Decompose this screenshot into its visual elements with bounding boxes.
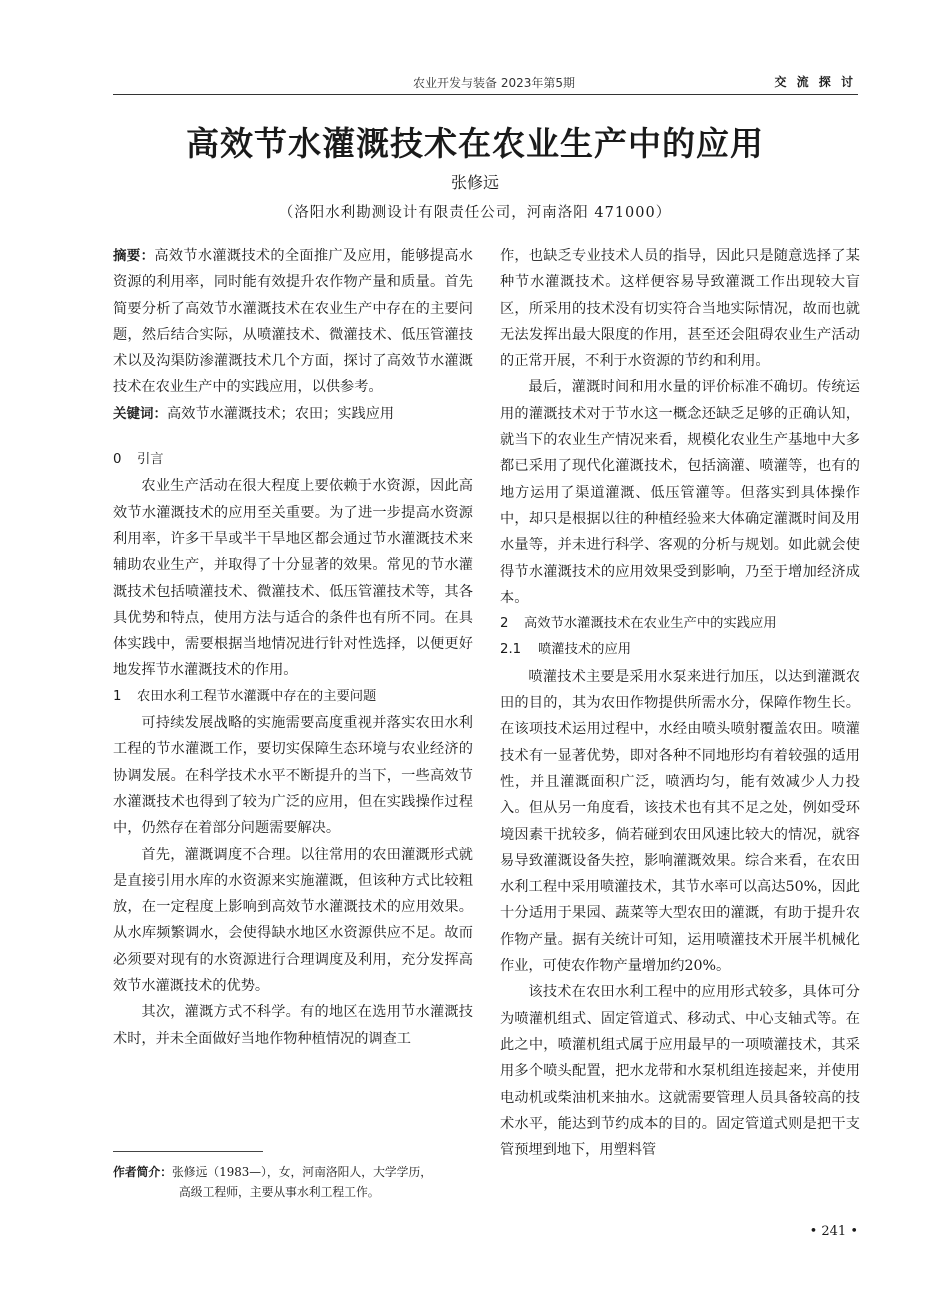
abstract-label: 摘要：: [113, 248, 155, 264]
running-header: [113, 72, 858, 95]
author-affiliation: （洛阳水利勘测设计有限责任公司，河南洛阳 471000）: [278, 205, 672, 221]
footnote-line1: 张修远（1983—），女，河南洛阳人，大学学历，: [172, 1165, 433, 1179]
section-label: 交 流 探 讨: [774, 75, 856, 89]
section-heading-0: 0 引言: [113, 452, 164, 468]
paragraph: 该技术在农田水利工程中的应用形式较多，具体可分为喷灌机组式、固定管道式、移动式、中心支轴式等。在此之中，喷灌机组式属于应用最早的一项喷灌技术，其采用多个喷头配置，把水龙带和水泵机组连接起来，并使用电动机或柴油机来抽水。这就需要管理人员具备较高的技术水平，能达到节约成本的目的。固定管道式则是把干支管预埋到地下，用塑料管: [500, 984, 860, 1159]
journal-info: 农业开发与装备 2023年第5期: [413, 76, 575, 90]
paragraph: 其次，灌溉方式不科学。有的地区在选用节水灌溉技术时，并未全面做好当地作物种植情况的调查工: [113, 1004, 473, 1047]
keywords: [113, 401, 473, 427]
footnote-label: 作者简介：: [113, 1165, 172, 1179]
paragraph: 喷灌技术主要是采用水泵来进行加压，以达到灌溉农田的目的，其为农田作物提供所需水分，保障作物生长。在该项技术运用过程中，水经由喷头喷射覆盖农田。喷灌技术有一显著优势，即对各种不同地形均有着较强的适用性，并且灌溉面积广泛，喷洒均匀，能有效减少人力投入。但从另一角度看，该技术也有其不足之处，例如受环境因素干扰较多，倘若碰到农田风速比较大的情况，就容易导致灌溉设备失控，影响灌溉效果。综合来看，在农田水利工程中采用喷灌技术，其节水率可以高达50%，因此十分适用于果园、蔬菜等大型农田的灌溉，有助于提升农作物产量。据有关统计可知，运用喷灌技术开展半机械化作业，可使农作物产量增加约20%。: [500, 668, 860, 975]
footnote-divider: [113, 1151, 263, 1152]
page-number: • 241 •: [809, 1224, 858, 1239]
abstract-text: 高效节水灌溉技术的全面推广及应用，能够提高水资源的利用率，同时能有效提升农作物产量和质量。首先简要分析了高效节水灌溉技术在农业生产中存在的主要问题，然后结合实际，从喷灌技术、微灌技术、低压管灌技术以及沟渠防渗灌溉技术几个方面，探讨了高效节水灌溉技术在农业生产中的实践应用，以供参考。: [113, 248, 473, 396]
author-footnote: [113, 1162, 473, 1202]
right-column: [500, 243, 860, 1163]
left-column: [113, 243, 473, 1052]
section-heading-2: 2 高效节水灌溉技术在农业生产中的实践应用: [500, 616, 777, 632]
author-name: 张修远: [450, 173, 499, 192]
subsection-heading-2-1: 2.1 喷灌技术的应用: [500, 642, 632, 658]
keywords-text: 高效节水灌溉技术；农田；实践应用: [167, 405, 395, 422]
paragraph: 首先，灌溉调度不合理。以往常用的农田灌溉形式就是直接引用水库的水资源来实施灌溉，但该种方式比较粗放，在一定程度上影响到高效节水灌溉技术的应用效果。从水库频繁调水，会使得缺水地区水资源供应不足。故而必须要对现有的水资源进行合理调度及利用，充分发挥高效节水灌溉技术的优势。: [113, 846, 473, 995]
paragraph: 最后，灌溉时间和用水量的评价标准不确切。传统运用的灌溉技术对于节水这一概念还缺乏足够的正确认知，就当下的农业生产情况来看，规模化农业生产基地中大多都已采用了现代化灌溉技术，包括滴灌、喷灌等，也有的地方运用了渠道灌溉、低压管灌等。但落实到具体操作中，却只是根据以往的种植经验来大体确定灌溉时间及用水量等，并未进行科学、客观的分析与规划。如此就会使得节水灌溉技术的应用效果受到影响，乃至于增加经济成本。: [500, 379, 860, 606]
article-title: 高效节水灌溉技术在农业生产中的应用: [186, 124, 764, 163]
paragraph-continued: 作，也缺乏专业技术人员的指导，因此只是随意选择了某种节水灌溉技术。这样便容易导致灌溉工作出现较大盲区，所采用的技术没有切实符合当地实际情况，故而也就无法发挥出最大限度的作用，甚至还会阻碍农业生产活动的正常开展，不利于水资源的节约和利用。: [500, 248, 860, 370]
paragraph: 可持续发展战略的实施需要高度重视并落实农田水利工程的节水灌溉工作，要切实保障生态环境与农业经济的协调发展。在科学技术水平不断提升的当下，一些高效节水灌溉技术也得到了较为广泛的应用，但在实践操作过程中，仍然存在着部分问题需要解决。: [113, 715, 473, 837]
keywords-label: 关键词：: [113, 405, 167, 422]
footnote-line2: 高级工程师，主要从事水利工程工作。: [179, 1185, 380, 1199]
section-heading-1: 1 农田水利工程节水灌溉中存在的主要问题: [113, 688, 377, 704]
abstract: [113, 243, 473, 401]
paragraph-intro: 农业生产活动在很大程度上要依赖于水资源，因此高效节水灌溉技术的应用至关重要。为了进一步提高水资源利用率，许多干旱或半干旱地区都会通过节水灌溉技术来辅助农业生产，并取得了十分显著的效果。常见的节水灌溉技术包括喷灌技术、微灌技术、低压管灌技术等，其各具优势和特点，使用方法与适合的条件也有所不同。在具体实践中，需要根据当地情况进行针对性选择，以便更好地发挥节水灌溉技术的作用。: [113, 478, 473, 679]
